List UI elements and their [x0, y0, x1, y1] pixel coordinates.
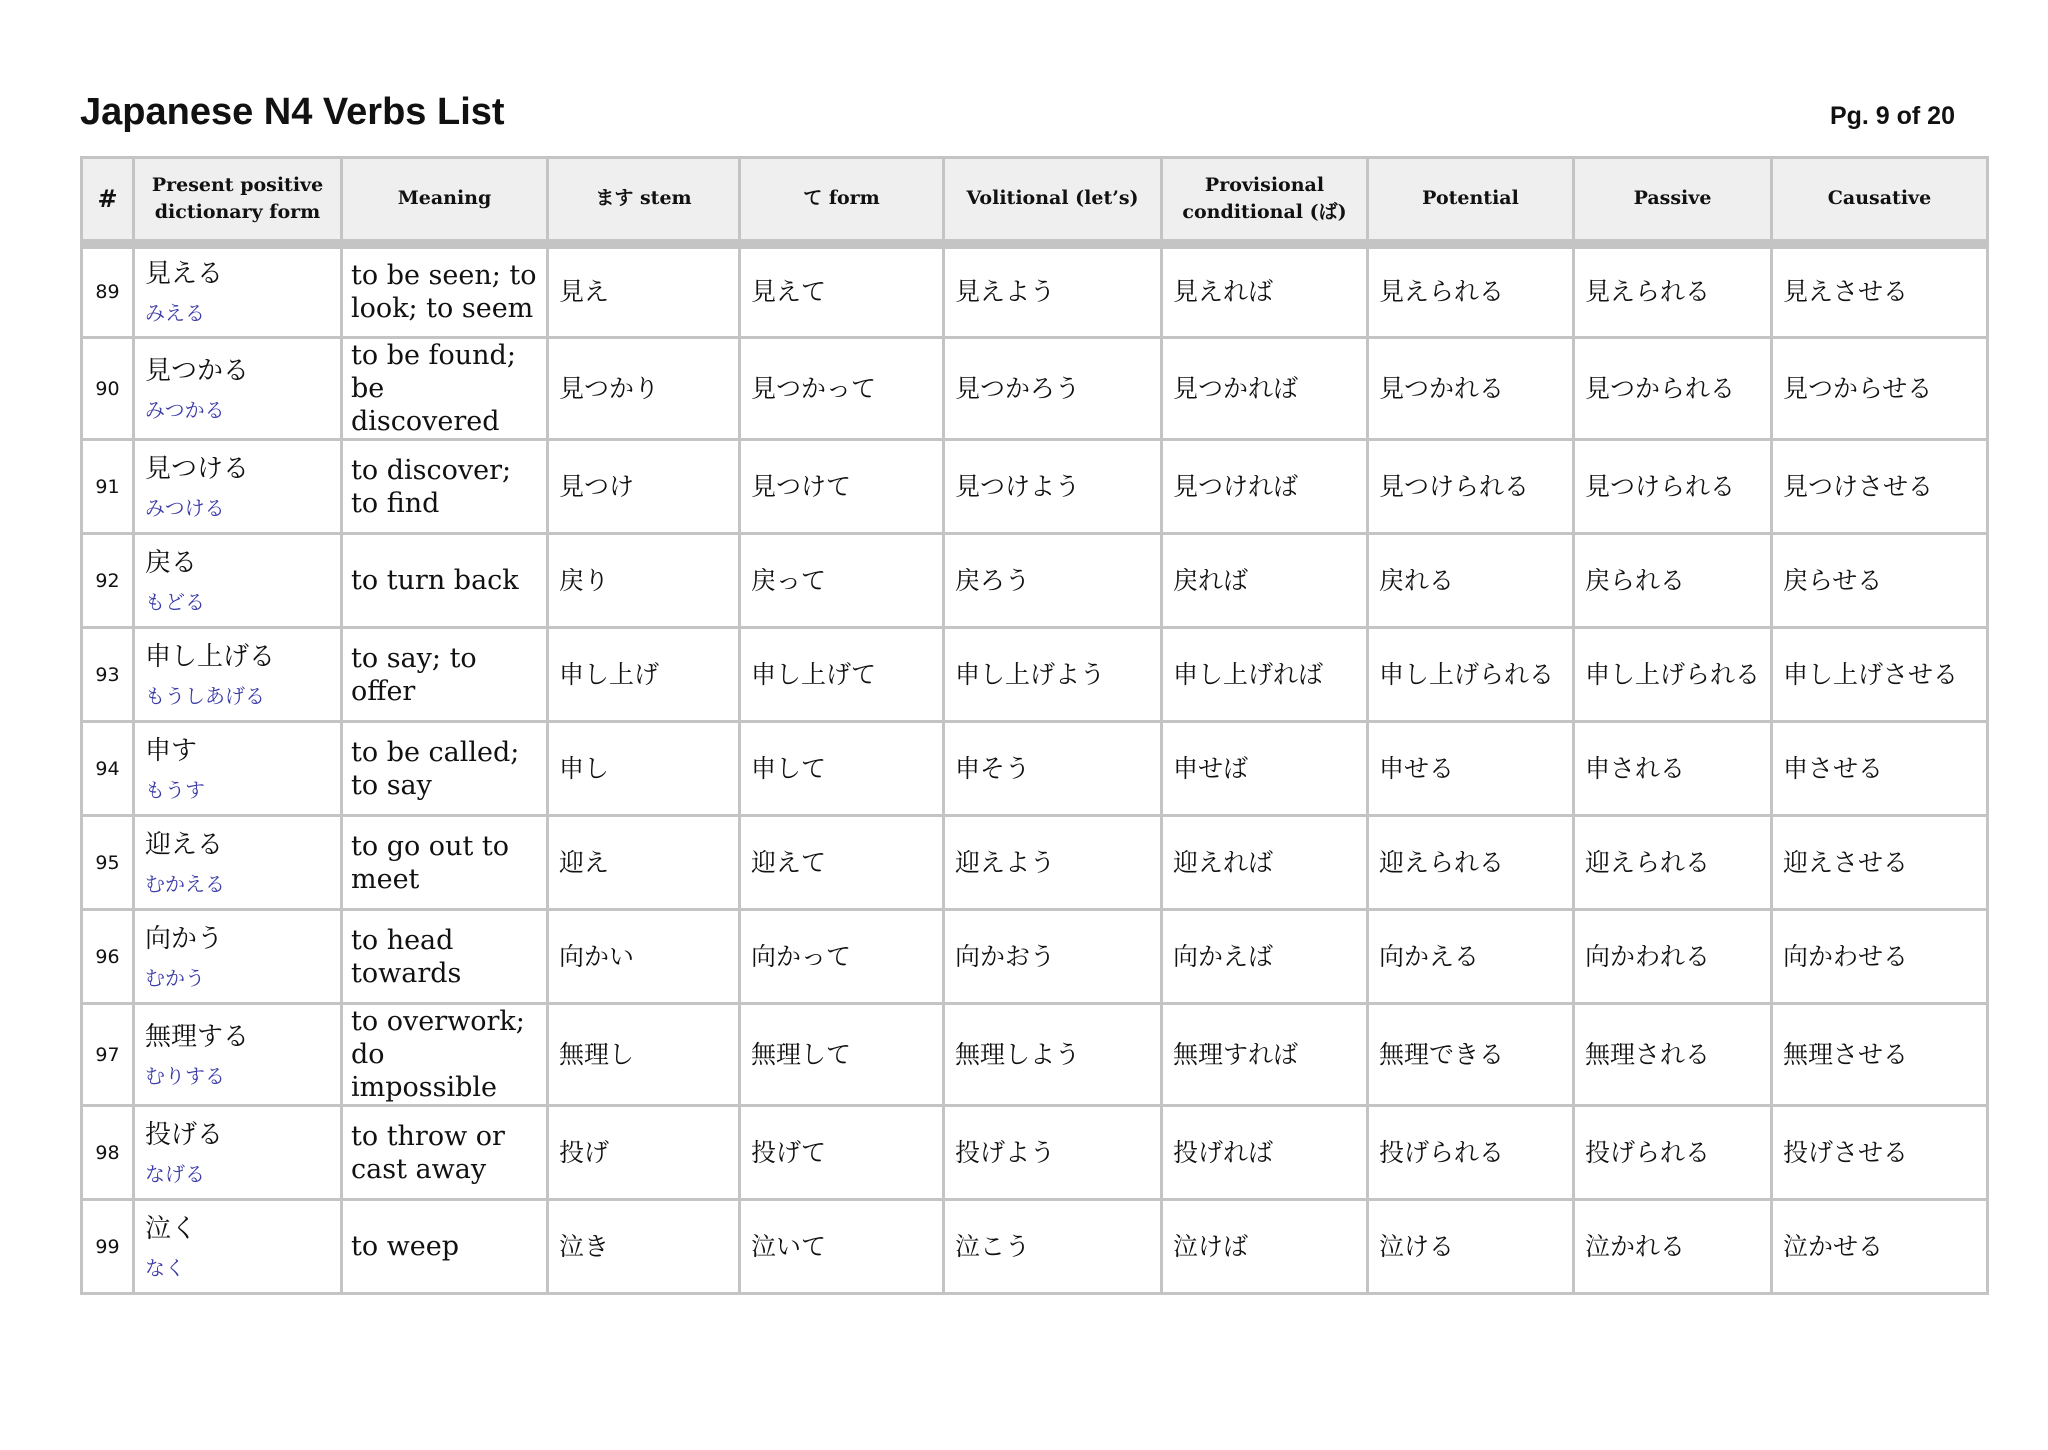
- provisional-cell: 無理すれば: [1162, 1004, 1368, 1106]
- table-row: [82, 244, 1988, 338]
- potential-cell: 申せる: [1368, 722, 1574, 816]
- table-body: [82, 244, 1988, 1294]
- potential-cell: 見つけられる: [1368, 440, 1574, 534]
- meaning-cell: to go out to meet: [342, 816, 548, 910]
- dictionary-form-cell: [134, 1200, 342, 1294]
- dictionary-form-cell: [134, 244, 342, 338]
- potential-cell: 泣ける: [1368, 1200, 1574, 1294]
- kanji-form: 迎える: [145, 829, 224, 860]
- kana-reading: もうす: [145, 777, 205, 802]
- meaning-cell: to be called; to say: [342, 722, 548, 816]
- meaning-cell: to throw or cast away: [342, 1106, 548, 1200]
- table-row: [82, 1106, 1988, 1200]
- provisional-cell: 申し上げれば: [1162, 628, 1368, 722]
- te-form-cell: 見つけて: [740, 440, 944, 534]
- volitional-cell: 申そう: [944, 722, 1162, 816]
- table-row: [82, 628, 1988, 722]
- dictionary-form-cell: [134, 534, 342, 628]
- potential-cell: 見えられる: [1368, 244, 1574, 338]
- passive-cell: 申される: [1574, 722, 1772, 816]
- passive-cell: 見つかられる: [1574, 338, 1772, 440]
- column-header-te-form: て form: [740, 158, 944, 244]
- te-form-cell: 向かって: [740, 910, 944, 1004]
- meaning-cell: to turn back: [342, 534, 548, 628]
- row-number: 97: [82, 1004, 134, 1106]
- passive-cell: 申し上げられる: [1574, 628, 1772, 722]
- volitional-cell: 迎えよう: [944, 816, 1162, 910]
- kana-reading: みえる: [145, 301, 205, 326]
- potential-cell: 見つかれる: [1368, 338, 1574, 440]
- row-number: 96: [82, 910, 134, 1004]
- kana-reading: もうしあげる: [145, 683, 265, 708]
- volitional-cell: 無理しよう: [944, 1004, 1162, 1106]
- kanji-form: 投げる: [145, 1119, 224, 1150]
- kanji-form: 無理する: [145, 1021, 250, 1052]
- meaning-cell: to say; to offer: [342, 628, 548, 722]
- te-form-cell: 迎えて: [740, 816, 944, 910]
- masu-stem-cell: 泣き: [548, 1200, 740, 1294]
- potential-cell: 戻れる: [1368, 534, 1574, 628]
- meaning-cell: to discover; to find: [342, 440, 548, 534]
- causative-cell: 申させる: [1772, 722, 1988, 816]
- provisional-cell: 見えれば: [1162, 244, 1368, 338]
- meaning-cell: to head towards: [342, 910, 548, 1004]
- kana-reading: もどる: [145, 589, 205, 614]
- masu-stem-cell: 見つかり: [548, 338, 740, 440]
- masu-stem-cell: 迎え: [548, 816, 740, 910]
- causative-cell: 無理させる: [1772, 1004, 1988, 1106]
- kanji-form: 申し上げる: [145, 641, 276, 672]
- causative-cell: 迎えさせる: [1772, 816, 1988, 910]
- provisional-cell: 申せば: [1162, 722, 1368, 816]
- table-row: [82, 440, 1988, 534]
- kanji-form: 申す: [145, 735, 198, 766]
- meaning-cell: to weep: [342, 1200, 548, 1294]
- te-form-cell: 申し上げて: [740, 628, 944, 722]
- dictionary-form-cell: [134, 1004, 342, 1106]
- column-header-dictionary-form: Present positive dictionary form: [134, 158, 342, 244]
- potential-cell: 無理できる: [1368, 1004, 1574, 1106]
- te-form-cell: 見えて: [740, 244, 944, 338]
- row-number: 89: [82, 244, 134, 338]
- volitional-cell: 泣こう: [944, 1200, 1162, 1294]
- row-number: 92: [82, 534, 134, 628]
- potential-cell: 向かえる: [1368, 910, 1574, 1004]
- kanji-form: 泣く: [145, 1213, 198, 1244]
- column-header-passive: Passive: [1574, 158, 1772, 244]
- column-header-provisional: Provisional conditional (ば): [1162, 158, 1368, 244]
- passive-cell: 迎えられる: [1574, 816, 1772, 910]
- masu-stem-cell: 申し: [548, 722, 740, 816]
- te-form-cell: 投げて: [740, 1106, 944, 1200]
- te-form-cell: 見つかって: [740, 338, 944, 440]
- kana-reading: むかえる: [145, 871, 225, 896]
- page-title: Japanese N4 Verbs List: [80, 91, 505, 133]
- dictionary-form-cell: [134, 1106, 342, 1200]
- causative-cell: 投げさせる: [1772, 1106, 1988, 1200]
- masu-stem-cell: 無理し: [548, 1004, 740, 1106]
- row-number: 90: [82, 338, 134, 440]
- row-number: 99: [82, 1200, 134, 1294]
- te-form-cell: 無理して: [740, 1004, 944, 1106]
- column-header-volitional: Volitional (let’s): [944, 158, 1162, 244]
- column-header-masu-stem: ます stem: [548, 158, 740, 244]
- meaning-cell: to overwork; do impossible: [342, 1004, 548, 1106]
- potential-cell: 申し上げられる: [1368, 628, 1574, 722]
- masu-stem-cell: 戻り: [548, 534, 740, 628]
- provisional-cell: 戻れば: [1162, 534, 1368, 628]
- causative-cell: 泣かせる: [1772, 1200, 1988, 1294]
- dictionary-form-cell: [134, 440, 342, 534]
- dictionary-form-cell: [134, 338, 342, 440]
- causative-cell: 見えさせる: [1772, 244, 1988, 338]
- row-number: 95: [82, 816, 134, 910]
- kanji-form: 向かう: [145, 923, 224, 954]
- verbs-table: [80, 156, 1989, 1295]
- masu-stem-cell: 見つけ: [548, 440, 740, 534]
- causative-cell: 見つからせる: [1772, 338, 1988, 440]
- te-form-cell: 戻って: [740, 534, 944, 628]
- potential-cell: 迎えられる: [1368, 816, 1574, 910]
- provisional-cell: 泣けば: [1162, 1200, 1368, 1294]
- kanji-form: 見える: [145, 259, 224, 290]
- kana-reading: むりする: [145, 1063, 225, 1088]
- kanji-form: 見つかる: [145, 355, 250, 386]
- volitional-cell: 投げよう: [944, 1106, 1162, 1200]
- column-header-number: #: [82, 158, 134, 244]
- provisional-cell: 向かえば: [1162, 910, 1368, 1004]
- meaning-cell: to be seen; to look; to seem: [342, 244, 548, 338]
- dictionary-form-cell: [134, 910, 342, 1004]
- column-header-causative: Causative: [1772, 158, 1988, 244]
- meaning-cell: to be found; be discovered: [342, 338, 548, 440]
- causative-cell: 向かわせる: [1772, 910, 1988, 1004]
- table-row: [82, 338, 1988, 440]
- table-row: [82, 910, 1988, 1004]
- row-number: 94: [82, 722, 134, 816]
- volitional-cell: 見えよう: [944, 244, 1162, 338]
- table-row: [82, 1004, 1988, 1106]
- passive-cell: 無理される: [1574, 1004, 1772, 1106]
- table-row: [82, 722, 1988, 816]
- passive-cell: 泣かれる: [1574, 1200, 1772, 1294]
- dictionary-form-cell: [134, 816, 342, 910]
- row-number: 98: [82, 1106, 134, 1200]
- kanji-form: 戻る: [145, 547, 198, 578]
- table-header-row: [82, 158, 1988, 244]
- kana-reading: みつかる: [145, 397, 225, 422]
- masu-stem-cell: 申し上げ: [548, 628, 740, 722]
- causative-cell: 戻らせる: [1772, 534, 1988, 628]
- volitional-cell: 戻ろう: [944, 534, 1162, 628]
- volitional-cell: 向かおう: [944, 910, 1162, 1004]
- causative-cell: 見つけさせる: [1772, 440, 1988, 534]
- kana-reading: みつける: [145, 495, 225, 520]
- row-number: 91: [82, 440, 134, 534]
- provisional-cell: 投げれば: [1162, 1106, 1368, 1200]
- passive-cell: 投げられる: [1574, 1106, 1772, 1200]
- te-form-cell: 泣いて: [740, 1200, 944, 1294]
- passive-cell: 見えられる: [1574, 244, 1772, 338]
- row-number: 93: [82, 628, 134, 722]
- table-row: [82, 816, 1988, 910]
- causative-cell: 申し上げさせる: [1772, 628, 1988, 722]
- column-header-meaning: Meaning: [342, 158, 548, 244]
- provisional-cell: 迎えれば: [1162, 816, 1368, 910]
- column-header-potential: Potential: [1368, 158, 1574, 244]
- passive-cell: 見つけられる: [1574, 440, 1772, 534]
- dictionary-form-cell: [134, 628, 342, 722]
- table-row: [82, 534, 1988, 628]
- masu-stem-cell: 投げ: [548, 1106, 740, 1200]
- kanji-form: 見つける: [145, 453, 250, 484]
- dictionary-form-cell: [134, 722, 342, 816]
- kana-reading: なげる: [145, 1161, 205, 1186]
- masu-stem-cell: 見え: [548, 244, 740, 338]
- te-form-cell: 申して: [740, 722, 944, 816]
- passive-cell: 戻られる: [1574, 534, 1772, 628]
- potential-cell: 投げられる: [1368, 1106, 1574, 1200]
- passive-cell: 向かわれる: [1574, 910, 1772, 1004]
- table-row: [82, 1200, 1988, 1294]
- kana-reading: むかう: [145, 965, 205, 990]
- masu-stem-cell: 向かい: [548, 910, 740, 1004]
- page-number: Pg. 9 of 20: [1829, 102, 1955, 130]
- volitional-cell: 申し上げよう: [944, 628, 1162, 722]
- volitional-cell: 見つかろう: [944, 338, 1162, 440]
- provisional-cell: 見つかれば: [1162, 338, 1368, 440]
- volitional-cell: 見つけよう: [944, 440, 1162, 534]
- kana-reading: なく: [145, 1255, 185, 1280]
- provisional-cell: 見つければ: [1162, 440, 1368, 534]
